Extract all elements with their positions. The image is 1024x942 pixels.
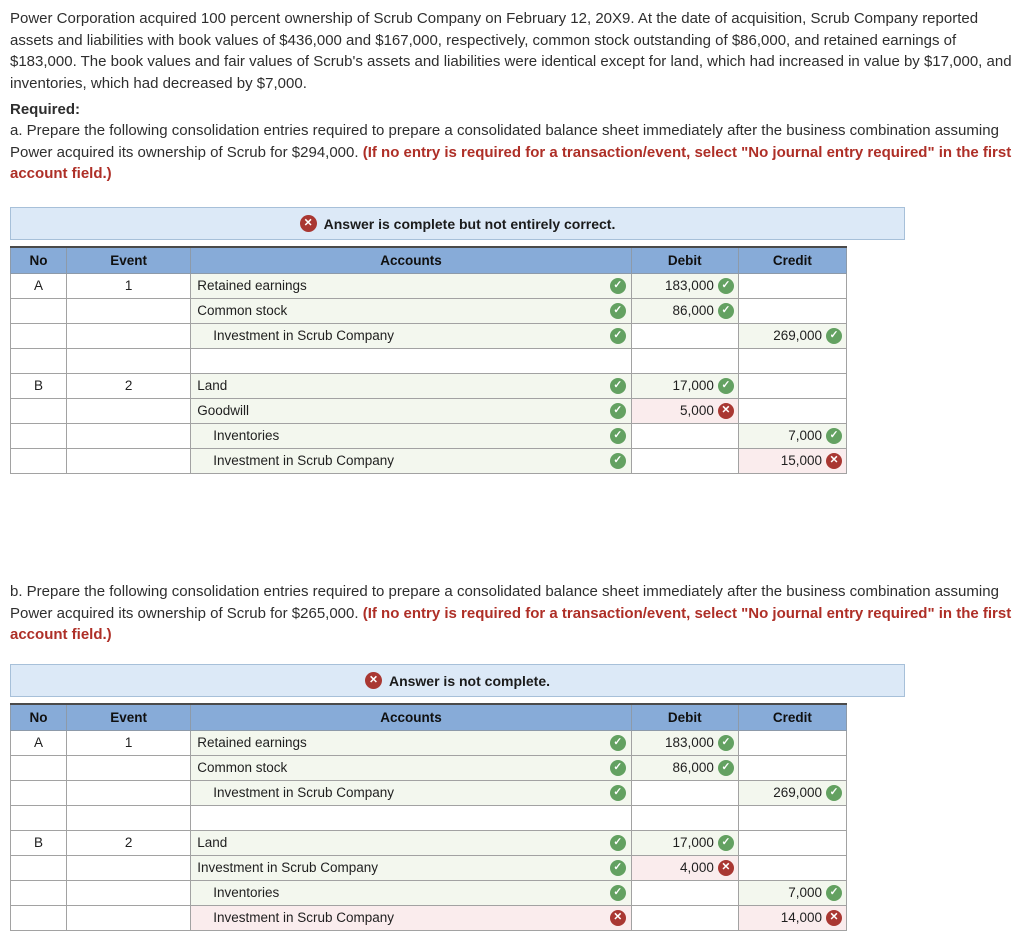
- amount-value: 183,000: [665, 278, 714, 293]
- correct-check-icon: ✓: [610, 760, 626, 776]
- no-cell: [11, 323, 67, 348]
- event-cell: [67, 298, 191, 323]
- answer-status-banner-b: [10, 664, 905, 697]
- amount-wrap: [739, 328, 842, 344]
- event-cell: [67, 398, 191, 423]
- amount-wrap: [739, 885, 842, 901]
- debit-amount-cell[interactable]: [631, 855, 738, 880]
- part-b-text: b. Prepare the following consolidation entries required to prepare a consolidated balance sheet immediately after the business combination assuming Power acquired its ownership of Scrub for $265,000.: [10, 583, 999, 622]
- account-name: Retained earnings: [197, 278, 307, 293]
- debit-amount-cell[interactable]: [631, 755, 738, 780]
- account-name: Inventories: [213, 885, 280, 900]
- no-cell: [11, 348, 67, 373]
- account-select-cell[interactable]: [191, 830, 632, 855]
- event-cell: [67, 805, 191, 830]
- amount-value: 183,000: [665, 735, 714, 750]
- event-cell: [67, 780, 191, 805]
- correct-check-icon: ✓: [826, 885, 842, 901]
- credit-amount-cell[interactable]: [738, 905, 846, 930]
- debit-amount-cell[interactable]: [631, 880, 738, 905]
- credit-amount-cell[interactable]: [738, 880, 846, 905]
- answer-status-text-b: Answer is not complete.: [388, 672, 551, 689]
- header-credit: Credit: [738, 704, 846, 730]
- event-cell: 1: [67, 273, 191, 298]
- credit-amount-cell[interactable]: [738, 323, 846, 348]
- incorrect-x-icon: ✕: [718, 860, 734, 876]
- journal-row: [11, 855, 847, 880]
- journal-row: [11, 830, 847, 855]
- no-cell: [11, 905, 67, 930]
- correct-check-icon: ✓: [610, 328, 626, 344]
- amount-value: 17,000: [672, 835, 714, 850]
- correct-check-icon: ✓: [610, 303, 626, 319]
- correct-check-icon: ✓: [610, 453, 626, 469]
- no-cell: [11, 805, 67, 830]
- journal-row: [11, 780, 847, 805]
- journal-entries-table-a: [10, 246, 847, 474]
- correct-check-icon: ✓: [718, 735, 734, 751]
- no-cell: A: [11, 273, 67, 298]
- account-select-cell[interactable]: [191, 398, 632, 423]
- debit-amount-cell[interactable]: [631, 323, 738, 348]
- amount-value: 7,000: [788, 428, 822, 443]
- correct-check-icon: ✓: [718, 835, 734, 851]
- amount-wrap: [632, 735, 734, 751]
- journal-row: [11, 448, 847, 473]
- answer-status-text-a: Answer is complete but not entirely correct.: [323, 215, 616, 232]
- no-cell: [11, 780, 67, 805]
- debit-amount-cell[interactable]: [631, 423, 738, 448]
- account-select-cell: [191, 805, 632, 830]
- account-select-cell[interactable]: [191, 755, 632, 780]
- amount-value: 14,000: [780, 910, 822, 925]
- header-no: No: [11, 704, 67, 730]
- debit-amount-cell: [631, 805, 738, 830]
- credit-amount-cell[interactable]: [738, 448, 846, 473]
- account-name: Investment in Scrub Company: [197, 860, 379, 875]
- credit-amount-cell[interactable]: [738, 730, 846, 755]
- no-cell: [11, 398, 67, 423]
- no-cell: B: [11, 830, 67, 855]
- no-cell: [11, 855, 67, 880]
- event-cell: 2: [67, 830, 191, 855]
- debit-amount-cell[interactable]: [631, 830, 738, 855]
- account-name: Retained earnings: [197, 735, 307, 750]
- credit-amount-cell[interactable]: [738, 780, 846, 805]
- correct-check-icon: ✓: [826, 785, 842, 801]
- amount-wrap: [632, 303, 734, 319]
- header-row: [11, 704, 847, 730]
- journal-row: [11, 298, 847, 323]
- amount-value: 5,000: [680, 403, 714, 418]
- journal-row: [11, 323, 847, 348]
- error-x-icon: ✕: [365, 672, 382, 689]
- account-name: Investment in Scrub Company: [213, 328, 395, 343]
- amount-value: 4,000: [680, 860, 714, 875]
- journal-row: [11, 905, 847, 930]
- header-accounts: Accounts: [191, 247, 632, 273]
- debit-amount-cell[interactable]: [631, 273, 738, 298]
- event-cell: [67, 323, 191, 348]
- credit-amount-cell[interactable]: [738, 855, 846, 880]
- account-name: Land: [197, 835, 228, 850]
- no-cell: [11, 880, 67, 905]
- account-name: Inventories: [213, 428, 280, 443]
- correct-check-icon: ✓: [610, 278, 626, 294]
- header-no: No: [11, 247, 67, 273]
- event-cell: [67, 880, 191, 905]
- header-debit: Debit: [631, 704, 738, 730]
- correct-check-icon: ✓: [610, 860, 626, 876]
- no-cell: [11, 448, 67, 473]
- journal-row: [11, 273, 847, 298]
- event-cell: [67, 905, 191, 930]
- correct-check-icon: ✓: [610, 785, 626, 801]
- debit-amount-cell[interactable]: [631, 298, 738, 323]
- account-select-cell: [191, 348, 632, 373]
- amount-value: 86,000: [672, 760, 714, 775]
- incorrect-x-icon: ✕: [826, 910, 842, 926]
- correct-check-icon: ✓: [718, 278, 734, 294]
- debit-amount-cell[interactable]: [631, 780, 738, 805]
- header-event: Event: [67, 704, 191, 730]
- part-a-text: a. Prepare the following consolidation entries required to prepare a consolidated balance sheet immediately after the business combination assuming Power acquired its ownership of Scrub for $294,000.: [10, 122, 999, 161]
- correct-check-icon: ✓: [610, 403, 626, 419]
- part-a-instructions: [10, 120, 1012, 185]
- credit-amount-cell[interactable]: [738, 398, 846, 423]
- header-row: [11, 247, 847, 273]
- account-name: Goodwill: [197, 403, 249, 418]
- credit-amount-cell: [738, 348, 846, 373]
- amount-value: 86,000: [672, 303, 714, 318]
- event-cell: [67, 423, 191, 448]
- incorrect-x-icon: ✕: [826, 453, 842, 469]
- no-cell: B: [11, 373, 67, 398]
- amount-wrap: [739, 428, 842, 444]
- journal-row: [11, 880, 847, 905]
- debit-amount-cell[interactable]: [631, 448, 738, 473]
- incorrect-x-icon: ✕: [718, 403, 734, 419]
- no-cell: [11, 423, 67, 448]
- credit-amount-cell[interactable]: [738, 830, 846, 855]
- part-b-instructions: [10, 581, 1012, 646]
- correct-check-icon: ✓: [610, 378, 626, 394]
- journal-row: [11, 348, 847, 373]
- account-select-cell[interactable]: [191, 780, 632, 805]
- amount-wrap: [632, 378, 734, 394]
- account-select-cell[interactable]: [191, 323, 632, 348]
- journal-row: [11, 423, 847, 448]
- journal-row: [11, 398, 847, 423]
- error-x-icon: ✕: [300, 215, 317, 232]
- credit-amount-cell[interactable]: [738, 373, 846, 398]
- no-cell: [11, 755, 67, 780]
- event-cell: 2: [67, 373, 191, 398]
- account-select-cell[interactable]: [191, 373, 632, 398]
- account-select-cell[interactable]: [191, 855, 632, 880]
- correct-check-icon: ✓: [610, 735, 626, 751]
- correct-check-icon: ✓: [718, 303, 734, 319]
- credit-amount-cell[interactable]: [738, 755, 846, 780]
- amount-wrap: [632, 403, 734, 419]
- account-select-cell[interactable]: [191, 448, 632, 473]
- account-name: Land: [197, 378, 228, 393]
- journal-row: [11, 373, 847, 398]
- correct-check-icon: ✓: [610, 885, 626, 901]
- account-name: Common stock: [197, 303, 288, 318]
- account-select-cell[interactable]: [191, 880, 632, 905]
- account-select-cell[interactable]: [191, 905, 632, 930]
- event-cell: 1: [67, 730, 191, 755]
- required-label: Required:: [10, 101, 81, 118]
- amount-value: 269,000: [773, 328, 822, 343]
- debit-amount-cell[interactable]: [631, 398, 738, 423]
- amount-wrap: [632, 760, 734, 776]
- account-name: Investment in Scrub Company: [213, 910, 395, 925]
- amount-value: 269,000: [773, 785, 822, 800]
- correct-check-icon: ✓: [718, 378, 734, 394]
- amount-value: 7,000: [788, 885, 822, 900]
- part-a-red-note: (If no entry is required for a transaction/event, select "No journal entry required" in the first account field.): [10, 143, 1012, 182]
- debit-amount-cell: [631, 348, 738, 373]
- journal-row: [11, 805, 847, 830]
- problem-statement: Power Corporation acquired 100 percent ownership of Scrub Company on February 12, 20X9. At the date of acquisition, Scrub Company reported assets and liabilities with book values of $436,000 and $167,000, respectively, common stock outstanding of $86,000, and retained earnings of $183,000. The book values and fair values of Scrub's assets and liabilities were identical except for land, which had increased in value by $17,000, and inventories, which had decreased by $7,000.: [10, 10, 1012, 92]
- amount-value: 17,000: [672, 378, 714, 393]
- account-name: Investment in Scrub Company: [213, 453, 395, 468]
- amount-value: 15,000: [780, 453, 822, 468]
- account-select-cell[interactable]: [191, 298, 632, 323]
- correct-check-icon: ✓: [610, 428, 626, 444]
- journal-row: [11, 730, 847, 755]
- header-event: Event: [67, 247, 191, 273]
- account-select-cell[interactable]: [191, 273, 632, 298]
- journal-row: [11, 755, 847, 780]
- correct-check-icon: ✓: [718, 760, 734, 776]
- no-cell: A: [11, 730, 67, 755]
- credit-amount-cell[interactable]: [738, 298, 846, 323]
- correct-check-icon: ✓: [826, 328, 842, 344]
- debit-amount-cell[interactable]: [631, 905, 738, 930]
- credit-amount-cell[interactable]: [738, 423, 846, 448]
- event-cell: [67, 348, 191, 373]
- amount-wrap: [739, 910, 842, 926]
- event-cell: [67, 855, 191, 880]
- debit-amount-cell[interactable]: [631, 373, 738, 398]
- event-cell: [67, 755, 191, 780]
- debit-amount-cell[interactable]: [631, 730, 738, 755]
- account-select-cell[interactable]: [191, 730, 632, 755]
- amount-wrap: [632, 278, 734, 294]
- no-cell: [11, 298, 67, 323]
- answer-status-banner-a: [10, 207, 905, 240]
- correct-check-icon: ✓: [610, 835, 626, 851]
- journal-entries-table-b: [10, 703, 847, 931]
- amount-wrap: [632, 860, 734, 876]
- correct-check-icon: ✓: [826, 428, 842, 444]
- incorrect-x-icon: ✕: [610, 910, 626, 926]
- credit-amount-cell[interactable]: [738, 273, 846, 298]
- account-name: Investment in Scrub Company: [213, 785, 395, 800]
- account-select-cell[interactable]: [191, 423, 632, 448]
- amount-wrap: [739, 453, 842, 469]
- header-accounts: Accounts: [191, 704, 632, 730]
- credit-amount-cell: [738, 805, 846, 830]
- account-name: Common stock: [197, 760, 288, 775]
- header-debit: Debit: [631, 247, 738, 273]
- header-credit: Credit: [738, 247, 846, 273]
- amount-wrap: [739, 785, 842, 801]
- amount-wrap: [632, 835, 734, 851]
- event-cell: [67, 448, 191, 473]
- part-b-red-note: (If no entry is required for a transaction/event, select "No journal entry required" in the first account field.): [10, 604, 1012, 643]
